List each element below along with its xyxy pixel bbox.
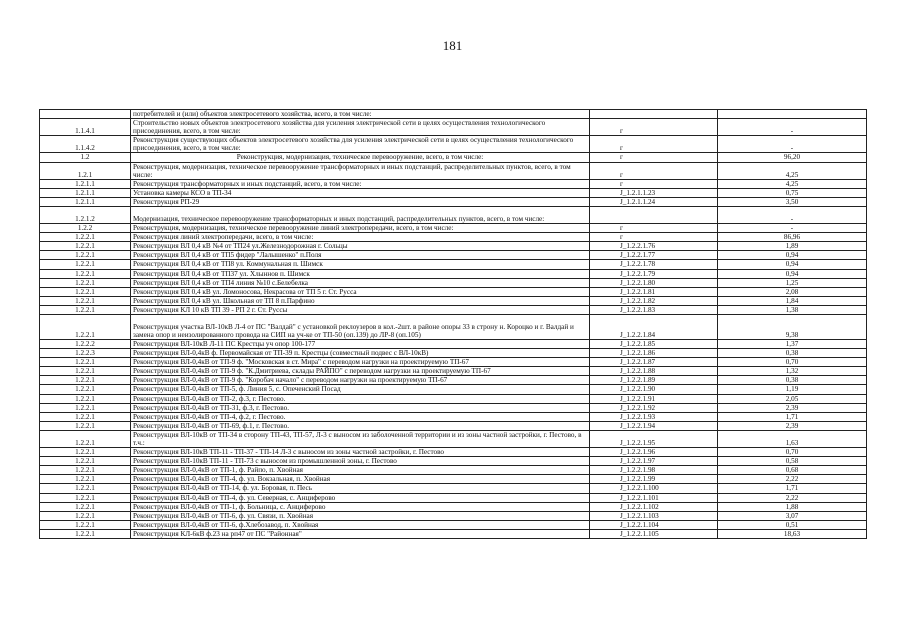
page-number: 181 [442, 38, 463, 53]
row-code-cell: 1.2.2.1 [40, 260, 131, 269]
row-code-cell: 1.2.2.1 [40, 448, 131, 457]
row-code-cell: 1.2.2.1 [40, 484, 131, 493]
row-value-cell: 4,25 [718, 179, 867, 188]
row-code-cell: 1.2.2.1 [40, 385, 131, 394]
table-row [40, 207, 867, 224]
table-row [40, 475, 867, 484]
row-value-cell: 0,70 [718, 448, 867, 457]
row-name-cell: Реконструкция ВЛ-0,4кВ от ТП-9 ф. "Коробач начало" с переводом нагрузки на проектируемую ТП-67 [131, 376, 590, 385]
row-id-cell: J_1.2.2.1.105 [590, 529, 718, 538]
table-row [40, 269, 867, 278]
row-value-cell: 1,19 [718, 385, 867, 394]
row-name-cell: Реконструкция линий электропередачи, всего, в том числе: [131, 233, 590, 242]
row-id-cell: J_1.2.2.1.76 [590, 242, 718, 251]
row-id-cell: J_1.2.2.1.77 [590, 251, 718, 260]
row-value-cell: 0,94 [718, 251, 867, 260]
row-id-cell: J_1.2.2.1.84 [590, 314, 718, 339]
table-body [40, 110, 867, 539]
table-row [40, 412, 867, 421]
row-code-cell: 1.2.2.1 [40, 278, 131, 287]
table-row [40, 287, 867, 296]
row-code-cell: 1.2 [40, 153, 131, 162]
table-row [40, 394, 867, 403]
row-id-cell: J_1.2.2.1.102 [590, 502, 718, 511]
investment-program-table [39, 109, 867, 539]
table-row [40, 529, 867, 538]
row-name-cell: Реконструкция КЛ 10 кВ ТП 39 - РП 2 г. Ст. Руссы [131, 305, 590, 314]
row-value-cell [718, 110, 867, 119]
row-id-cell: J_1.2.2.1.95 [590, 430, 718, 447]
row-id-cell: J_1.2.2.1.103 [590, 511, 718, 520]
table-row [40, 457, 867, 466]
row-value-cell: 0,38 [718, 376, 867, 385]
row-name-cell: Реконструкция ВЛ-0,4кВ от ТП-9 ф. "Московская в ст. Мира" с переводом нагрузки на проектируемую ТП-67 [131, 358, 590, 367]
row-code-cell: 1.2.2.1 [40, 403, 131, 412]
row-name-cell: Реконструкция ВЛ-0,4кВ от ТП-69, ф.1, г. Пестово. [131, 421, 590, 430]
row-value-cell: 18,63 [718, 529, 867, 538]
row-value-cell: 0,51 [718, 520, 867, 529]
table-row [40, 188, 867, 197]
table-row [40, 110, 867, 119]
row-id-cell: J_1.2.2.1.104 [590, 520, 718, 529]
table-row [40, 493, 867, 502]
table-row [40, 385, 867, 394]
table-row [40, 520, 867, 529]
row-name-cell: Реконструкция ВЛ-0,4кВ от ТП-6, ф. ул. Связи, п. Хвойная [131, 511, 590, 520]
row-value-cell: 0,75 [718, 188, 867, 197]
row-id-cell: J_1.2.2.1.89 [590, 376, 718, 385]
row-name-cell: Реконструкция ВЛ-0,4кВ от ТП-1, ф. Райпо, п. Хвойная [131, 466, 590, 475]
row-value-cell: 96,20 [718, 153, 867, 162]
row-id-cell: г [590, 136, 718, 153]
row-id-cell: г [590, 153, 718, 162]
row-code-cell: 1.2.2.1 [40, 529, 131, 538]
row-code-cell: 1.2.2.1 [40, 466, 131, 475]
table-row [40, 305, 867, 314]
row-value-cell: 2,39 [718, 421, 867, 430]
row-value-cell: 9,38 [718, 314, 867, 339]
row-value-cell: 0,38 [718, 349, 867, 358]
row-code-cell: 1.2.2.1 [40, 493, 131, 502]
row-name-cell: Реконструкция, модернизация, техническое перевооружение трансформаторных и иных подстанций, распределительных пунктов, всего, в том числе: [131, 162, 590, 179]
row-value-cell: 2,22 [718, 493, 867, 502]
row-code-cell: 1.2.2.1 [40, 287, 131, 296]
row-value-cell: 2,22 [718, 475, 867, 484]
row-name-cell: Строительство новых объектов электросетевого хозяйства для усиления электрической сети в целях осуществления технологического присоединения, всего, в том числе: [131, 119, 590, 136]
row-code-cell: 1.2.2.1 [40, 269, 131, 278]
row-id-cell: г [590, 233, 718, 242]
row-code-cell: 1.2.2.1 [40, 412, 131, 421]
table-row [40, 119, 867, 136]
row-code-cell: 1.2.2.1 [40, 430, 131, 447]
row-code-cell: 1.2.2.1 [40, 233, 131, 242]
row-id-cell: J_1.2.2.1.97 [590, 457, 718, 466]
row-value-cell: 1,71 [718, 484, 867, 493]
table-row [40, 136, 867, 153]
row-name-cell: Установка камеры КСО в ТП-34 [131, 188, 590, 197]
row-code-cell: 1.1.4.1 [40, 119, 131, 136]
row-code-cell: 1.2.2.1 [40, 394, 131, 403]
row-name-cell: Реконструкция ВЛ-0,4кВ от ТП-1, ф. Больница, с. Анциферово [131, 502, 590, 511]
table-row [40, 339, 867, 348]
row-id-cell: г [590, 179, 718, 188]
row-id-cell: J_1.2.2.1.85 [590, 339, 718, 348]
row-name-cell: Реконструкция ВЛ 0,4 кВ от ТП4 линия №10 с.Белебелка [131, 278, 590, 287]
row-id-cell: J_1.2.2.1.79 [590, 269, 718, 278]
row-value-cell: 2,05 [718, 394, 867, 403]
row-value-cell: - [718, 136, 867, 153]
table-row [40, 242, 867, 251]
row-id-cell: J_1.2.2.1.81 [590, 287, 718, 296]
row-id-cell: J_1.2.2.1.78 [590, 260, 718, 269]
row-value-cell: 1,88 [718, 502, 867, 511]
row-name-cell: Реконструкция ВЛ 0,4 кВ от ТП37 ул. Хлыннов п. Шимск [131, 269, 590, 278]
row-id-cell: г [590, 162, 718, 179]
table-row [40, 403, 867, 412]
row-name-cell: Реконструкция ВЛ-10кВ Л-11 ПС Крестцы уч опор 100-177 [131, 339, 590, 348]
row-id-cell: J_1.2.2.1.96 [590, 448, 718, 457]
row-id-cell: J_1.2.2.1.94 [590, 421, 718, 430]
table-row [40, 430, 867, 447]
row-id-cell: J_1.2.1.1.24 [590, 197, 718, 206]
table-row [40, 358, 867, 367]
row-name-cell: Реконструкция КЛ-6кВ ф.23 на рп47 от ПС "Районная" [131, 529, 590, 538]
row-name-cell: Реконструкция ВЛ-0,4кВ от ТП-4, ф. ул. Северная, с. Анциферово [131, 493, 590, 502]
table-row [40, 251, 867, 260]
row-code-cell: 1.2.2.1 [40, 511, 131, 520]
table-row [40, 367, 867, 376]
row-name-cell: Реконструкция ВЛ 0,4 кВ от ТП5 фидер "Лалышенко" п.Поля [131, 251, 590, 260]
row-code-cell: 1.2.2.1 [40, 502, 131, 511]
row-code-cell: 1.2.2.1 [40, 314, 131, 339]
row-name-cell: Реконструкция ВЛ-10кВ ТП-11 - ТП-37 - ТП-14 Л-3 с выносом из зоны частной застройки, г. Пестово [131, 448, 590, 457]
row-value-cell: 0,94 [718, 269, 867, 278]
row-name-cell: Реконструкция ВЛ-0,4кВ от ТП-31, ф.3, г. Пестово. [131, 403, 590, 412]
row-name-cell: Реконструкция ВЛ-0,4кВ от ТП-14, ф. ул. Боровая, п. Песь [131, 484, 590, 493]
row-value-cell: 1,37 [718, 339, 867, 348]
row-code-cell: 1.2.2.2 [40, 339, 131, 348]
row-id-cell: J_1.2.2.1.83 [590, 305, 718, 314]
row-value-cell: 1,25 [718, 278, 867, 287]
row-code-cell: 1.2.2.1 [40, 367, 131, 376]
row-code-cell: 1.1.4.2 [40, 136, 131, 153]
row-id-cell: J_1.2.2.1.80 [590, 278, 718, 287]
row-value-cell: 0,94 [718, 260, 867, 269]
row-code-cell: 1.2.2.1 [40, 305, 131, 314]
row-name-cell: Реконструкция ВЛ 0,4 кВ ул. Ломоносова, Некрасова от ТП 5 г. Ст. Русса [131, 287, 590, 296]
row-code-cell [40, 110, 131, 119]
table-row [40, 296, 867, 305]
row-name-cell: Реконструкция ВЛ-0,4кВ от ТП-5, ф. Линия 5, с. Опеченский Посад [131, 385, 590, 394]
table-row [40, 376, 867, 385]
row-code-cell: 1.2.1.1 [40, 197, 131, 206]
row-value-cell: - [718, 207, 867, 224]
row-id-cell: J_1.2.2.1.92 [590, 403, 718, 412]
row-code-cell: 1.2.1.2 [40, 207, 131, 224]
row-name-cell: Реконструкция ВЛ-0,4кВ от ТП-4, ф. ул. Вокзальная, п. Хвойная [131, 475, 590, 484]
row-value-cell: 2,39 [718, 403, 867, 412]
row-code-cell: 1.2.2.1 [40, 457, 131, 466]
row-id-cell: J_1.2.2.1.101 [590, 493, 718, 502]
table-row [40, 153, 867, 162]
row-code-cell: 1.2.1.1 [40, 179, 131, 188]
row-value-cell: 0,70 [718, 358, 867, 367]
row-name-cell: Реконструкция ВЛ 0,4 кВ от ТП8 ул. Коммунальная п. Шимск [131, 260, 590, 269]
row-name-cell: Реконструкция ВЛ 0,4 кВ ул. Школьная от ТП 8 п.Парфино [131, 296, 590, 305]
table-row [40, 484, 867, 493]
row-name-cell: Реконструкция существующих объектов электросетевого хозяйства для усиления электрической сети в целях осуществления технологического присоединения, всего, в том числе: [131, 136, 590, 153]
row-value-cell: 4,25 [718, 162, 867, 179]
row-value-cell: 1,71 [718, 412, 867, 421]
table-row [40, 197, 867, 206]
row-value-cell: 3,07 [718, 511, 867, 520]
row-id-cell: г [590, 224, 718, 233]
row-code-cell: 1.2.2.1 [40, 475, 131, 484]
row-code-cell: 1.2.2.1 [40, 251, 131, 260]
table-row [40, 421, 867, 430]
table-row [40, 162, 867, 179]
row-code-cell: 1.2.2.1 [40, 358, 131, 367]
row-name-cell: Модернизация, техническое перевооружение трансформаторных и иных подстанций, распределительных пунктов, всего, в том числе: [131, 207, 590, 224]
table-row [40, 502, 867, 511]
table-row [40, 260, 867, 269]
row-code-cell: 1.2.2.1 [40, 296, 131, 305]
row-id-cell: J_1.2.2.1.99 [590, 475, 718, 484]
table-row [40, 278, 867, 287]
row-code-cell: 1.2.2.1 [40, 376, 131, 385]
row-name-cell: Реконструкция ВЛ-0,4кВ от ТП-4, ф.2, г. Пестово. [131, 412, 590, 421]
row-value-cell: 2,08 [718, 287, 867, 296]
row-value-cell: - [718, 119, 867, 136]
row-value-cell: 1,89 [718, 242, 867, 251]
table-row [40, 448, 867, 457]
table-row [40, 349, 867, 358]
table-row [40, 233, 867, 242]
row-value-cell: 86,96 [718, 233, 867, 242]
table-row [40, 314, 867, 339]
row-value-cell: 1,63 [718, 430, 867, 447]
row-code-cell: 1.2.2 [40, 224, 131, 233]
table-row [40, 224, 867, 233]
row-id-cell [590, 207, 718, 224]
row-id-cell: J_1.2.2.1.100 [590, 484, 718, 493]
row-id-cell: J_1.2.1.1.23 [590, 188, 718, 197]
row-id-cell: J_1.2.2.1.90 [590, 385, 718, 394]
row-code-cell: 1.2.2.3 [40, 349, 131, 358]
row-code-cell: 1.2.1 [40, 162, 131, 179]
row-name-cell: Реконструкция ВЛ-10кВ ТП-11 - ТП-73 с выносом из промышленной зоны, г. Пестово [131, 457, 590, 466]
row-id-cell: г [590, 119, 718, 136]
row-name-cell: Реконструкция ВЛ-0,4кВ ф. Первомайская от ТП-39 п. Крестцы (совместный подвес с ВЛ-10кВ) [131, 349, 590, 358]
row-id-cell: J_1.2.2.1.93 [590, 412, 718, 421]
table-row [40, 179, 867, 188]
row-id-cell: J_1.2.2.1.82 [590, 296, 718, 305]
row-id-cell: J_1.2.2.1.98 [590, 466, 718, 475]
row-value-cell: 1,84 [718, 296, 867, 305]
row-code-cell: 1.2.1.1 [40, 188, 131, 197]
row-name-cell: Реконструкция ВЛ 0,4 кВ №4 от ТП24 ул.Железнодорожная г. Сольцы [131, 242, 590, 251]
row-id-cell: J_1.2.2.1.87 [590, 358, 718, 367]
row-value-cell: - [718, 224, 867, 233]
row-name-cell: Реконструкция трансформаторных и иных подстанций, всего, в том числе: [131, 179, 590, 188]
row-name-cell: потребителей и (или) объектов электросетевого хозяйства, всего, в том числе: [131, 110, 590, 119]
table-row [40, 511, 867, 520]
row-code-cell: 1.2.2.1 [40, 242, 131, 251]
row-name-cell: Реконструкция участка ВЛ-10кВ Л-4 от ПС "Валдай" с установкой реклоузеров в кол.-2шт. в районе опоры 33 в строну н. Короцко и г. Валдай и замена опор и неизолированного провода на СИП на уч-ке от ТП-50 (оп.139) до ЛР-8 (оп.105) [131, 314, 590, 339]
row-id-cell: J_1.2.2.1.91 [590, 394, 718, 403]
row-id-cell: J_1.2.2.1.86 [590, 349, 718, 358]
row-value-cell: 3,50 [718, 197, 867, 206]
row-name-cell: Реконструкция РП-29 [131, 197, 590, 206]
row-name-cell: Реконструкция, модернизация, техническое перевооружение, всего, в том числе: [131, 153, 590, 162]
table-row [40, 466, 867, 475]
row-value-cell: 0,68 [718, 466, 867, 475]
row-name-cell: Реконструкция ВЛ-0,4кВ от ТП-9 ф. "К.Дмитриева, склады РАЙПО" с переводом нагрузки на проектируемую ТП-67 [131, 367, 590, 376]
row-name-cell: Реконструкция ВЛ-10кВ от ТП-34 в сторону ТП-43, ТП-57, Л-3 с выносом из заболоченной территории и из зоны частной застройки, г. Пестово, в т.ч.: [131, 430, 590, 447]
row-code-cell: 1.2.2.1 [40, 421, 131, 430]
row-name-cell: Реконструкция ВЛ-0,4кВ от ТП-2, ф.3, г. Пестово. [131, 394, 590, 403]
row-value-cell: 1,38 [718, 305, 867, 314]
row-name-cell: Реконструкция ВЛ-0,4кВ от ТП-6, ф.Хлебозавод, п. Хвойная [131, 520, 590, 529]
row-id-cell [590, 110, 718, 119]
row-id-cell: J_1.2.2.1.88 [590, 367, 718, 376]
row-code-cell: 1.2.2.1 [40, 520, 131, 529]
row-name-cell: Реконструкция, модернизация, техническое перевооружение линий электропередачи, всего, в том числе: [131, 224, 590, 233]
row-value-cell: 1,32 [718, 367, 867, 376]
row-value-cell: 0,58 [718, 457, 867, 466]
